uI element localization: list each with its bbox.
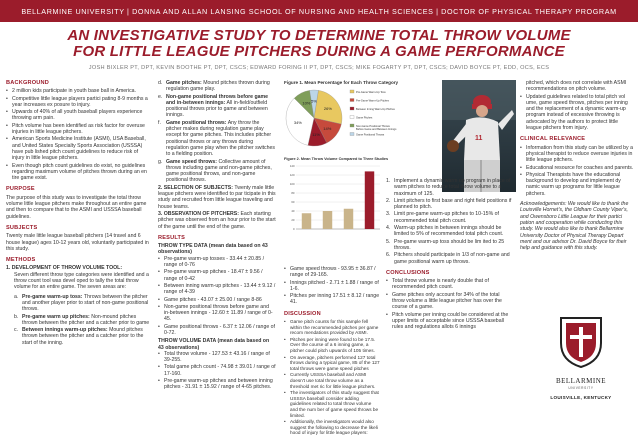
poster-title [0, 28, 638, 60]
throw-volume-list [158, 351, 276, 391]
list-item: 3. Limit pre-game warm-up pitches to 10-15% of recommended total pitch count. [386, 211, 499, 224]
list-item: • Total game pitch count - 74.98 ± 39.01 / range of 17-160. [158, 364, 276, 377]
list-item: • Upwards of 40% of all youth baseball players experience throwing arm pain. [6, 109, 151, 122]
column-2 [158, 80, 276, 392]
y-tick-label: 0 [292, 227, 295, 231]
y-tick-label: 120 [289, 173, 295, 177]
list-item: • Pre-game warm-up pitches and between inning pitches - 31.91 ± 15.92 / range of 4-65 pitches. [158, 378, 276, 391]
list-item: g. Game speed throws: Collective amount of throws including game and non-game pitches, game positional throws, and non-game positional throws. [158, 158, 272, 184]
legend-label: Game Positional Throws [356, 133, 385, 137]
list-item: • On average, pitchers performed 127 total throws during a typical game, 85 of the 127 total throws were game speed pitches [284, 355, 380, 372]
legend-swatch [350, 116, 354, 119]
list-item: • Additionally, the investigators would also suggest the following to decrease the likeli hood of injury for little league players: [284, 419, 380, 436]
throw-type-heading: THROW TYPE DATA (mean data based on 43 observations) [158, 243, 268, 256]
clinical-relevance-list [520, 145, 634, 197]
legend-swatch [350, 133, 354, 136]
legend-label: Pre-Game Warm-Up Pitches [356, 99, 389, 103]
conclusions-cont-list [520, 94, 634, 132]
y-tick-label: 20 [291, 218, 295, 222]
legend-label: Non-Game Positional Throws Before Game and Between Innings [356, 125, 397, 131]
list-item: • Game pitches only account for 34% of the total throw volume a little league pitcher has over the course of a game. [386, 292, 512, 311]
results-cont-list [284, 266, 380, 306]
pie-slice-label: 11% [312, 132, 320, 138]
title-line-2: FOR LITTLE LEAGUE PITCHERS DURING A GAME PERFORMANCE [73, 43, 565, 60]
header-banner: BELLARMINE UNIVERSITY | DONNA AND ALLAN LANSING SCHOOL OF NURSING AND HEALTH SCIENCES | DOCTOR OF PHYSICAL THERAPY PROGRAM [0, 0, 638, 22]
list-item: 4. Warm-up pitches in between innings should be limited to 5% of recommended total pitch count. [386, 225, 504, 238]
methods-step-3: 3. OBSERVATION OF PITCHERS: Each starting pitcher was observed from an hour prior to the start of the game until the end of the game. [158, 210, 276, 230]
column-3-lower [284, 266, 380, 437]
bar [365, 171, 374, 229]
svg-text:11: 11 [475, 135, 483, 142]
crest-icon [558, 315, 604, 369]
list-item: • Pitch volume per inning could be considered at the upper limits of acceptable since USSSA baseball rules and regulations allots 6 innings [386, 312, 512, 331]
pitcher-photo [442, 80, 516, 192]
list-item: • Game pitches - 43.07 ± 25.00 / range 8-86 [158, 297, 276, 303]
methods-heading: METHODS [6, 257, 36, 264]
list-item: • Game positional throws - 6.37 ± 12.06 / range of 0-72. [158, 324, 276, 337]
pie-slice-label: 5% [311, 98, 317, 104]
list-item: • Physical Therapists have the educational background to develop and implement dy namic warm up programs for little league pitchers. [520, 172, 634, 197]
list-item: • Pre-game warm-up pitches - 18.47 ± 9.56 / range of 0-42 [158, 269, 276, 282]
column-5 [520, 80, 634, 254]
clinical-relevance-heading: CLINICAL RELEVANCE [520, 136, 586, 143]
list-item: • Pre-game warm-up tosses - 33.44 ± 20.85 / range of 0-76 [158, 256, 276, 269]
purpose-text: The purpose of this study was to investigate the total throw volume little league pitchers make throughout an entire game and then to compare that to the ASMI and USSSA baseball guidelines. [6, 194, 147, 220]
discussion-heading: DISCUSSION [284, 310, 321, 317]
list-item: • Pitches per inning 17.51 ± 8.12 / range 41. [284, 293, 380, 306]
list-item: • Even though pitch count guidelines do exist, no guidelines regarding maximum volume of pitches thrown during an en tire game exist. [6, 163, 151, 182]
bar [323, 211, 332, 229]
logo-sub: UNIVERSITY [568, 386, 594, 390]
list-item: • Game pitch counts for this sample fell within the recommended pitches per game recom mendations provided by ASMI. [284, 319, 380, 336]
logo-name: BELLARMINE [555, 377, 607, 385]
legend-swatch [350, 107, 354, 110]
list-item: • Non-game positional throws before game and in-between innings - 12.60 ± 11.89 / range of 0-45. [158, 304, 276, 323]
y-tick-label: 40 [291, 209, 295, 213]
list-item: 2. Limit pitchers to first base and right field positions if planned to pitch. [386, 197, 512, 211]
list-item: • Updated guidelines related to total pitch vol ume, game speed throws, pitches per inning and the replacement of a dynamic warm-up program instead of excessive throwing is advocated by the authors to protect little league pitchers from injury. [520, 94, 634, 132]
subjects-heading: SUBJECTS [6, 224, 38, 231]
discussion-list [284, 319, 380, 436]
bellarmine-logo [541, 315, 621, 410]
list-item: 5. Pre-game warm-up toss should be lim ited to 25 throws. [386, 238, 505, 251]
background-list [6, 88, 151, 181]
list-item: • Game speed throws - 93.95 ± 36.87 / range of 29-165. [284, 266, 380, 279]
subjects-text: Twenty male little league baseball pitchers (14 travel and 6 house league) ages 10-12 years old, voluntarily participated in this study. [6, 233, 149, 252]
list-item: • Innings pitched - 2.71 ± 1.88 / range of 1-6. [284, 280, 380, 293]
methods-list-d-g [158, 80, 276, 184]
list-item: • Total throw volume - 127.53 ± 43.16 / range of 39-255. [158, 351, 276, 364]
list-item: b. Pre-game warm up pitches: Non-mound pitches thrown between the pitcher and a catcher prior to game [14, 313, 150, 326]
y-tick-label: 140 [289, 164, 295, 168]
list-item: • Between inning warm-up pitches - 13.44 ± 9.12 / range of 4-39 [158, 283, 276, 296]
legend-label: Game Pitches [356, 116, 373, 120]
title-line-1: AN INVESTIGATIVE STUDY TO DETERMINE TOTAL THROW VOLUME [67, 27, 571, 44]
bar [302, 213, 311, 229]
legend-label: Between Inning Warm-Up Pitches [356, 108, 395, 111]
list-item: • Pitch volume has been identified as risk factor for overuse injuries in little league pitchers. [6, 123, 151, 136]
pie-slice-label: 26% [323, 106, 332, 112]
list-item: • Currently USSSA baseball and ASMI doesn't use total throw volume as a threshold met ric for little league pitchers. [284, 372, 380, 389]
background-heading: BACKGROUND [6, 80, 50, 86]
y-tick-label: 100 [289, 182, 295, 186]
legend-swatch [350, 124, 354, 127]
throw-volume-heading: THROW VOLUME DATA (mean data based on 43 observations) [158, 338, 270, 351]
y-tick-label: 80 [291, 191, 295, 195]
column-1 [6, 80, 151, 347]
legend-swatch [350, 90, 354, 93]
conclusions-continuation: pitched, which does not correlate with ASMI recommendations on pitch volume. [526, 80, 627, 93]
methods-step-1: 1. DEVELOPMENT OF THROW VOLUME TOOL: [6, 265, 123, 272]
column-4-lower [386, 178, 512, 332]
acknowledgements: Acknowledgements: We would like to thank the Louisville Hornet's, the Oldham County Viper's, and Owensboro Little League for their partici pation and cooperation while conducting this study. We would also like to thank Bellarmine University Doctor of Physical Therapy Depart ment and our advisor Dr. David Boyce for their help and guidance with this study. [520, 201, 629, 252]
list-item: • Total throw volume is nearly double that of recommended pitch count. [386, 278, 512, 291]
figure-1-pie-chart [284, 87, 434, 149]
list-item: a. Pre-game warm-up toss: Throws between the pitcher and another player prior to start of non-game positional throws. [14, 293, 149, 313]
y-tick-label: 60 [291, 200, 295, 204]
figure-2-bar-chart [284, 163, 384, 235]
throw-type-list [158, 256, 276, 337]
results-heading: RESULTS [158, 234, 186, 241]
list-item: 6. Pitchers should participate in 1/3 of non-game and game positional warm up throws. [386, 252, 510, 265]
methods-list-a-c [6, 294, 151, 346]
list-item: 1. Implement a dynamic warm up program in place of warm pitches to reduce total throw volume to a maximum of 125. [386, 178, 511, 197]
list-item: • Educational resource for coaches and parents. [520, 165, 634, 171]
purpose-heading: PURPOSE [6, 186, 35, 193]
pitcher-illustration [442, 80, 516, 192]
list-item: e. Non-game positional throws before game and in-between innings: All in-field/outfield positional throws prior to game and between innings. [158, 93, 269, 119]
list-item: f. Game positional throws: Any throw the pitcher makes during regulation game play except for game pitches. This includes pitcher positional throws or any throws during regulation game play when the pitcher switches to a fielding position. [158, 119, 275, 158]
figure-1-title: Figure 1. Mean Percentage for Each Throw Category [284, 80, 399, 85]
figure-2-title: Figure 2. Mean Throw Volume Compared to Three Studies [284, 157, 389, 161]
bar [344, 209, 353, 229]
pie-slice-label: 34% [293, 120, 302, 126]
conclusions-heading: CONCLUSIONS [386, 269, 430, 276]
recommendations-list [386, 178, 512, 265]
list-item: d. Game pitches: Mound pitches thrown during regulation game play. [158, 80, 270, 93]
legend-swatch [350, 99, 354, 102]
legend-label: Pre-Game Warm-Up Toss [356, 91, 386, 94]
methods-step-1-text: Seven different throw type categories were identified and a throw count tool was devel oped to tally the total throw volume for an entire game. The seven areas are: [14, 271, 149, 291]
list-item: • Information from this study can be utilized by a physical therapist to reduce overuse injuries in little league pitchers. [520, 145, 634, 164]
authors: JOSH BIXLER PT, DPT, KEVIN BOOTHE PT, DPT, CSCS; EDWARD FORING II PT, DPT, CSCS; MIKE FOGARTY PT, DPT, CSCS; DAVID BOYCE PT, EDD, OCS, ECS [88, 65, 550, 71]
pie-slice-label: 10% [302, 100, 311, 106]
list-item: • 2 million kids participate in youth base ball in America. [6, 88, 151, 94]
list-item: c. Between innings warm-up pitches: Mound pitches thrown between the pitcher and a catcher prior to the start of the inning. [14, 327, 144, 346]
list-item: • American Sports Medicine Institute (ASMI), USA Baseball, and United States Specialty Sports Association (USSSA) have pub lished pitch count guidelines to reduce risk of injury in little league pitchers. [6, 136, 151, 161]
conclusions-list [386, 278, 512, 330]
list-item: • Pitches per inning were found to be 17.5. Over the course of a 6 inning game, a pitcher could pitch upwards of 105 times. [284, 337, 380, 354]
list-item: • The investigators of this study suggest that USSSA baseball consider adding guidelines related to total throw volume and the num ber of game speed throws be limited. [284, 390, 380, 418]
pie-slice-label: 14% [323, 125, 332, 131]
methods-step-2: 2. SELECTION OF SUBJECTS: Twenty male little league pitchers were identified to par ticipate in this study and recruited from little league traveling and house teams. [158, 184, 276, 210]
list-item: • Competitive little league players partici pating 8-9 months a year increases ex posure to injury. [6, 96, 151, 109]
logo-location: LOUISVILLE, KENTUCKY [550, 395, 612, 400]
